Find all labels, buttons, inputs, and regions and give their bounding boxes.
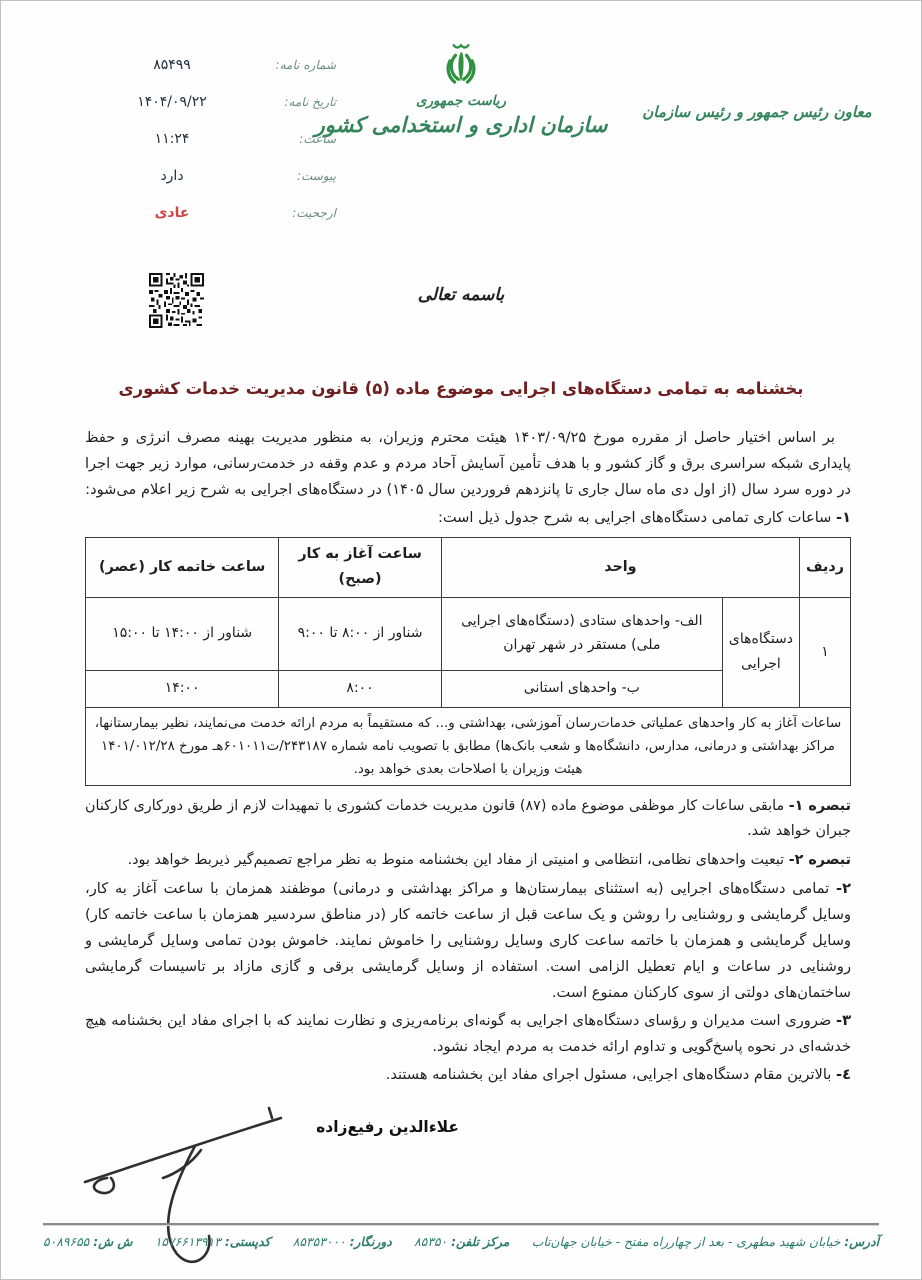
footer-fax [293, 1235, 392, 1249]
meta-row-number [96, 57, 336, 94]
time-label: ساعت: [299, 132, 336, 146]
meta-row-time [96, 131, 336, 168]
address-label: آدرس: [844, 1235, 879, 1249]
item-2 [85, 876, 851, 1006]
meta-row-priority [96, 205, 336, 242]
postal-label: کدپستی: [224, 1235, 271, 1249]
date-label: تاریخ نامه: [284, 95, 336, 109]
phone-label: مرکز تلفن: [451, 1235, 510, 1249]
item-3 [85, 1008, 851, 1060]
item-2-text: تمامی دستگاه‌های اجرایی (به استثنای بیمارستان‌ها و مراکز بهداشتی و درمانی) موظفند همزمان با ساعت آغاز به کار، وسایل گرمایشی و روشنایی را روشن و یک ساعت قبل از ساعت خاتمه کار (در مناطق سردسیر همزمان با ساعت خاتمه کار) وسایل گرمایشی و همزمان با خاتمه ساعت کاری وسایل روشنایی را خاموش نمایند. خاموش بودن تمامی وسایل گرمایشی و روشنایی در ساعات و ایام تعطیل الزامی است. استفاده از وسایل گرمایشی برقی و گازی مازاد بر تاسیسات گرمایشی ساختمان‌های دولتی از سوی کارکنان ممنوع است. [85, 880, 851, 1002]
letter-body [85, 425, 851, 1280]
item-4-number: ٤- [836, 1065, 851, 1083]
col-row-number: ردیف [800, 537, 851, 597]
meta-row-attachment [96, 168, 336, 205]
table-header-row [86, 537, 851, 597]
table-note-row [86, 707, 851, 785]
deputy-title: معاون رئیس جمهور و رئیس سازمان [642, 103, 872, 121]
item-4 [85, 1062, 851, 1088]
attachment-label: پیوست: [296, 169, 336, 183]
note-2 [85, 848, 851, 873]
letterhead-center [311, 39, 611, 137]
signature-block [85, 1104, 851, 1280]
col-end-time: ساعت خاتمه کار (عصر) [86, 537, 279, 597]
sh-label: ش ش: [93, 1235, 133, 1249]
col-unit: واحد [441, 537, 799, 597]
item-1 [85, 505, 851, 531]
unit-a-cell: الف- واحدهای ستادی (دستگاه‌های اجرایی ملی) مستقر در شهر تهران [441, 597, 722, 670]
letter-footer [43, 1223, 879, 1249]
unit-b-end: ۱۴:۰۰ [86, 670, 279, 707]
fax-value: ۸۵۳۵۳۰۰۰ [292, 1235, 346, 1249]
number-label: شماره نامه: [275, 58, 336, 72]
note-1-text: مابقی ساعات کار موظفی موضوع ماده (۸۷) قانون مدیریت خدمات کشوری با تمهیدات لازم از طریق دورکاری کارکنان جبران خواهد شد. [85, 797, 851, 840]
footer-sh-number [43, 1235, 132, 1249]
priority-value: عادی [154, 205, 190, 221]
fax-label: دورنگار: [349, 1235, 392, 1249]
number-value: ۸۵۴۹۹ [153, 57, 191, 73]
intro-paragraph: بر اساس اختیار حاصل از مقرره مورخ ۱۴۰۳/۰۹/۲۵ هیئت محترم وزیران، به منظور مدیریت بهینه مصرف انرژی و حفظ پایداری شبکه سراسری برق و گاز کشور و با هدف تأمین آسایش آحاد مردم و عدم وقفه در خدمت‌رسانی، موارد زیر جهت اجرا در دوره سرد سال (از اول دی ماه سال جاری تا پانزدهم فروردین سال ۱۴۰۵) در دستگاه‌های اجرایی به شرح زیر اعلام می‌شود: [85, 429, 851, 498]
footer-phone [414, 1235, 509, 1249]
footer-postal-code [155, 1235, 271, 1249]
page-title: بخشنامه به تمامی دستگاه‌های اجرایی موضوع ماده (۵) قانون مدیریت خدمات کشوری [118, 379, 804, 398]
col-start-time: ساعت آغاز به کار (صبح) [279, 537, 441, 597]
unit-b-cell: ب- واحدهای استانی [441, 670, 722, 707]
table-row [86, 597, 851, 670]
note-1 [85, 794, 851, 845]
time-value: ۱۱:۲۴ [154, 131, 190, 147]
row-number-cell: ۱ [800, 597, 851, 707]
item-1-number: ۱- [836, 508, 851, 526]
meta-row-date [96, 94, 336, 131]
note-1-label: تبصره ۱- [788, 797, 852, 814]
item-4-text: بالاترین مقام دستگاه‌های اجرایی، مسئول اجرای مفاد این بخشنامه هستند. [385, 1065, 832, 1083]
unit-a-end: شناور از ۱۴:۰۰ تا ۱۵:۰۰ [86, 597, 279, 670]
postal-value: ۱۵۷۶۶۱۳۹۱۳ [154, 1235, 221, 1249]
phone-value: ۸۵۳۵۰ [414, 1235, 448, 1249]
iran-emblem-icon [438, 39, 484, 91]
org-presidency-label: ریاست جمهوری [415, 93, 507, 109]
letter-meta-fields [96, 57, 336, 242]
attachment-value: دارد [160, 168, 184, 184]
unit-b-start: ۸:۰۰ [279, 670, 441, 707]
sh-value: ۵۰۸۹۶۵۵ [43, 1235, 90, 1249]
notes-section [85, 794, 851, 873]
item-3-text: ضروری است مدیران و رؤسای دستگاه‌های اجرایی به گونه‌ای برنامه‌ریزی و نظارت نمایند که با اجرای مفاد این بخشنامه هیچ خدشه‌ای در نحوه پاسخ‌گویی و تداوم ارائه خدمت به مردم ایجاد نشود. [85, 1012, 851, 1056]
table-note: ساعات آغاز به کار واحدهای عملیاتی خدمات‌رسان آموزشی، بهداشتی و... که مستقیماً به مردم ارائه خدمت می‌نمایند، نظیر بیمارستانها، مراکز بهداشتی و درمانی، مدارس، دانشگاه‌ها و شعب بانک‌ها) مطابق با تصویب نامه شماره ۲۴۳۱۸۷/ت۶۰۱۰۱۱هـ مورخ ۱۴۰۱/۰۱۲/۲۸ هیئت وزیران با اصلاحات بعدی خواهد بود. [86, 707, 851, 785]
date-value: ۱۴۰۴/۰۹/۲۲ [137, 94, 207, 110]
item-3-number: ۳- [836, 1012, 852, 1030]
bismillah: باسمه تعالی [417, 285, 505, 305]
item-2-number: ۲- [836, 880, 851, 898]
item-1-text: ساعات کاری تمامی دستگاه‌های اجرایی به شرح جدول ذیل است: [437, 508, 832, 526]
handwritten-signature [73, 1104, 303, 1279]
note-2-text: تبعیت واحدهای نظامی، انتظامی و امنیتی از مفاد این بخشنامه منوط به نظر مراجع تصمیم‌گیر ذیربط خواهد بود. [127, 851, 785, 868]
address-value: خیابان شهید مطهری - بعد از چهارراه مفتح - خیابان جهان‌تاب [531, 1235, 841, 1249]
unit-a-start: شناور از ۸:۰۰ تا ۹:۰۰ [279, 597, 441, 670]
note-2-label: تبصره ۲- [788, 851, 851, 868]
group-label-cell: دستگاه‌های اجرایی [722, 597, 799, 707]
signatory-name: علاءالدین رفیع‌زاده [316, 1117, 459, 1136]
working-hours-table [85, 537, 851, 786]
org-name: سازمان اداری و استخدامی کشور [314, 113, 608, 137]
priority-label: ارجحیت: [292, 206, 336, 220]
footer-address [532, 1235, 879, 1249]
